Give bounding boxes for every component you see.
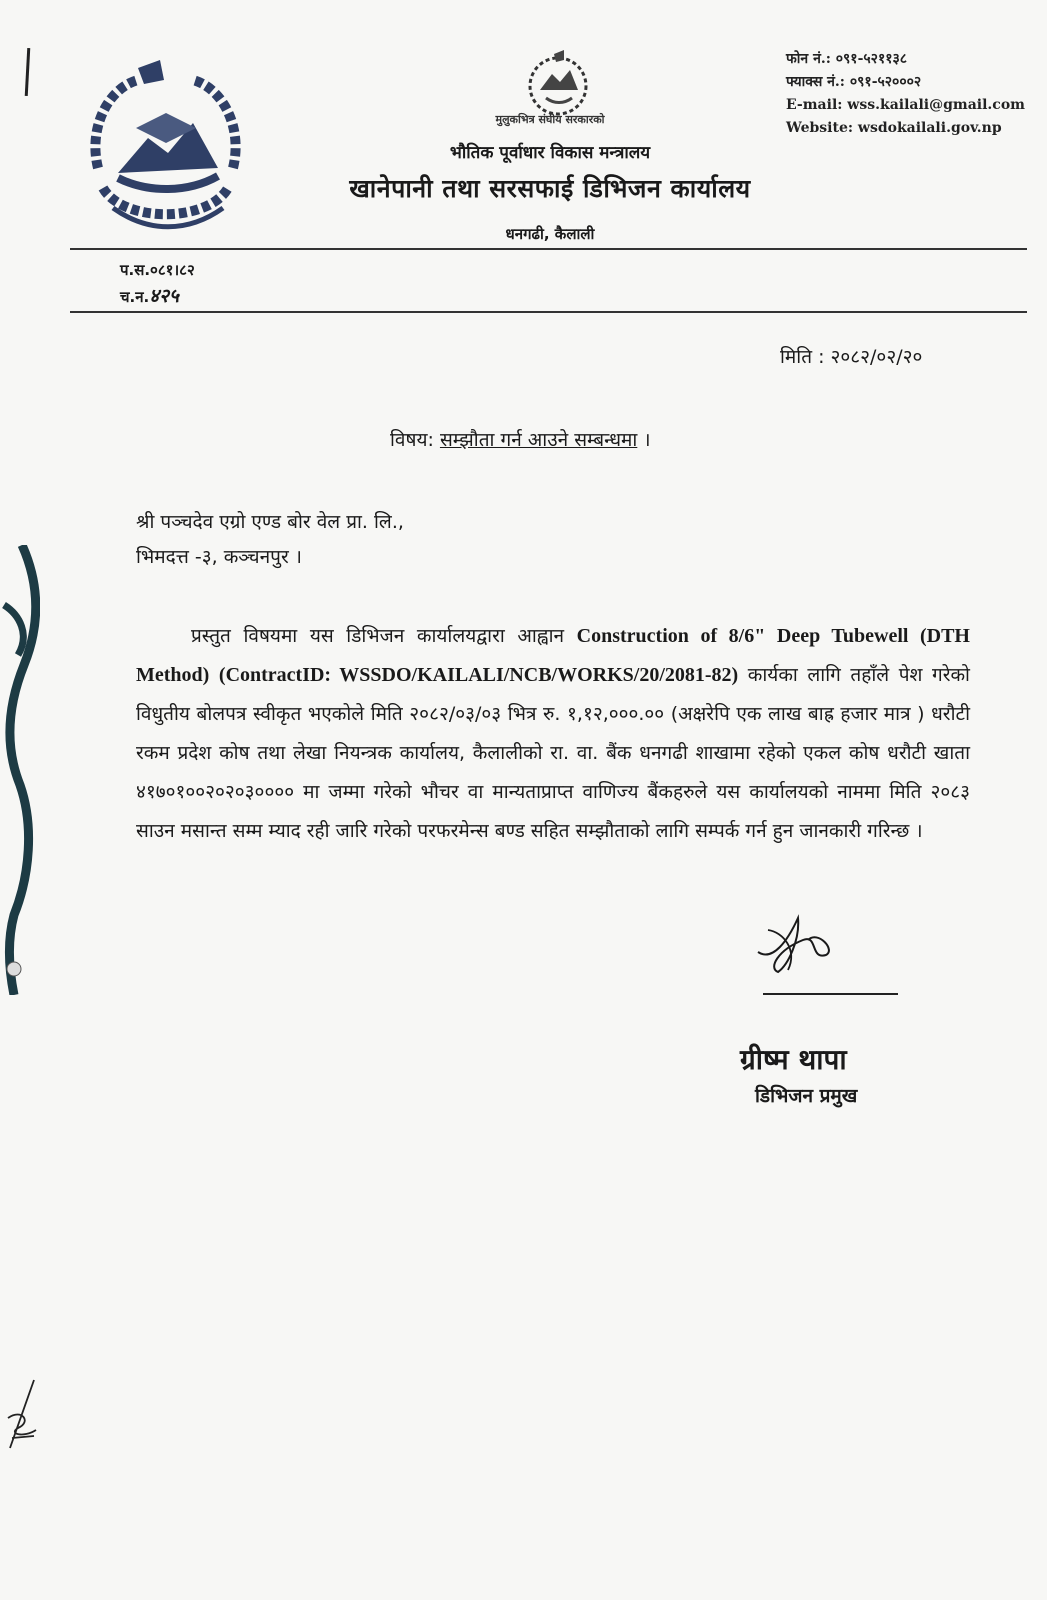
- body-paragraph: [136, 617, 970, 851]
- addressee-address: भिमदत्त -३, कञ्चनपुर ।: [136, 546, 302, 568]
- chalani-number: ४२५: [149, 285, 179, 307]
- signature-mark: [748, 910, 838, 975]
- subject-line: [390, 426, 651, 452]
- letter-date: मिति : २०८२/०२/२०: [780, 346, 923, 368]
- header-rule-bottom: [70, 311, 1027, 313]
- signatory-name: ग्रीष्म थापा: [740, 1043, 847, 1076]
- reference-numbers: [120, 257, 195, 310]
- addressee-name: श्री पञ्चदेव एग्रो एण्ड बोर वेल प्रा. लि.,: [136, 511, 404, 533]
- body-details: कार्यका लागि तहाँले पेश गरेको विधुतीय बोलपत्र स्वीकृत भएकोले मिति २०८२/०३/०३ भित्र रु. १,१२,०००.०० (अक्षरेपि एक लाख बाह्र हजार मात्र ) धरौटी रकम प्रदेश कोष तथा लेखा नियन्त्रक कार्यालय, कैलालीको रा. वा. बैंक धनगढी शाखामा रहेको एकल कोष धरौटी खाता ४१७०१००२०२०३०००० मा जम्मा गरेको भौचर वा मान्यताप्राप्त वाणिज्य बैंकहरुले यस कार्यालयको नाममा मिति २०८३ साउन मसान्त सम्म म्याद रही जारि गरेको परफरमेन्स बण्ड सहित सम्झौताको लागि सम्पर्क गर्न हुन जानकारी गरिन्छ ।: [136, 664, 970, 842]
- project-name: Construction of 8/6" Deep Tubewell (DTH Method): [136, 625, 970, 686]
- signature-line: [763, 993, 898, 995]
- phone-number: फोन नं.: ०९१-५२११३८: [786, 51, 908, 67]
- body-intro: प्रस्तुत विषयमा यस डिभिजन कार्यालयद्वारा आह्वान: [191, 625, 577, 647]
- contract-id: (ContractID: WSSDO/KAILALI/NCB/WORKS/20/2081-82): [218, 664, 739, 686]
- office-name: खानेपानी तथा सरसफाई डिभिजन कार्यालय: [349, 174, 751, 203]
- binding-thread: [0, 545, 40, 995]
- subject-label: विषय:: [390, 429, 434, 451]
- office-emblem: [78, 58, 253, 238]
- contact-block: [786, 48, 1025, 140]
- emblem-caption: मुलुकभित्र संघीय सरकारको: [495, 113, 605, 126]
- website: Website: wsdokailali.gov.np: [786, 120, 1002, 136]
- signatory-title: डिभिजन प्रमुख: [755, 1085, 858, 1107]
- patra-sankhya: प.स.०८१।८२: [120, 261, 195, 279]
- chalani-label: च.न.: [120, 288, 150, 306]
- subject-end: ।: [643, 429, 651, 451]
- edge-pen-mark: [25, 48, 31, 96]
- header-rule-top: [70, 248, 1027, 250]
- fax-number: फ्याक्स नं.: ०९१-५२०००२: [786, 74, 922, 90]
- office-location: धनगढी, कैलाली: [505, 225, 595, 243]
- margin-initial-mark: [4, 1378, 40, 1450]
- ministry-name: भौतिक पूर्वाधार विकास मन्त्रालय: [449, 143, 651, 163]
- addressee-block: [136, 505, 404, 575]
- email-address: E-mail: wss.kailali@gmail.com: [786, 97, 1025, 113]
- subject-text: सम्झौता गर्न आउने सम्बन्धमा: [439, 429, 638, 451]
- chalani-number-line: [120, 283, 195, 310]
